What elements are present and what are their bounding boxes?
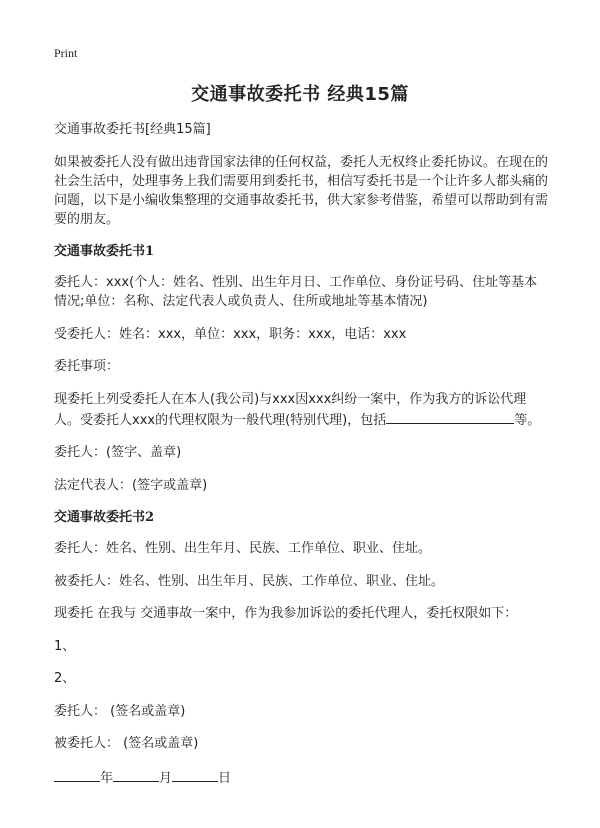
month-blank [113,767,159,782]
section2-heading: 交通事故委托书2 [54,510,155,525]
date-line [54,767,550,788]
document-title: 交通事故委托书 经典15篇 [191,84,409,105]
intro-paragraph: 如果被委托人没有做出违背国家法律的任何权益，委托人无权终止委托协议。在现在的社会生活中，处理事务上我们需要用到委托书，相信写委托书是一个让许多人都头痛的问题，以下是小编收集整理的交通事故委托书，供大家参考借鉴，希望可以帮助到有需要的朋友。 [54,154,549,227]
fill-blank [386,409,514,424]
section2-client-sign: 委托人： (签名或盖章) [54,703,186,719]
section2-agent: 被委托人：姓名、性别、出生年月、民族、工作单位、职业、住址。 [54,573,445,589]
matters-text-b: 等。 [514,412,541,428]
matters-text-a: 现委托上列受委托人在本人(我公司)与xxx因xxx纠纷一案中，作为我方的诉讼代理人。受委托人xxx的代理权限为一般代理(特别代理)，包括 [54,391,527,428]
section1-client-sign: 委托人：(签字、盖章) [54,445,182,460]
section1-legal-rep-sign: 法定代表人：(签字或盖章) [54,477,208,493]
day-blank [172,767,218,782]
section1-matters-label: 委托事项： [54,359,120,374]
print-link[interactable]: Print [54,46,78,60]
document-subtitle: 交通事故委托书[经典15篇] [54,122,211,137]
section2-agent-sign: 被委托人： (签名或盖章) [54,736,199,751]
date-year-label: 年 [100,770,114,786]
section2-item-1: 1、 [54,638,76,654]
section1-client: 委托人：xxx(个人：姓名、性别、出生年月日、工作单位、身份证号码、住址等基本情况;单位：名称、法定代表人或负责人、住所或地址等基本情况) [54,275,538,309]
section1-heading: 交通事故委托书1 [54,244,155,259]
section2-statement: 现委托 在我与 交通事故一案中，作为我参加诉讼的委托代理人，委托权限如下： [54,606,518,621]
section1-matters-text [54,390,550,430]
document-body [54,120,550,788]
date-month-label: 月 [159,770,173,786]
section2-item-2: 2、 [54,671,76,686]
year-blank [54,767,100,782]
section2-client: 委托人：姓名、性别、出生年月、民族、工作单位、职业、住址。 [54,541,432,556]
section1-agent: 受委托人：姓名：xxx，单位：xxx，职务：xxx，电话：xxx [54,326,407,342]
date-day-label: 日 [218,770,232,786]
